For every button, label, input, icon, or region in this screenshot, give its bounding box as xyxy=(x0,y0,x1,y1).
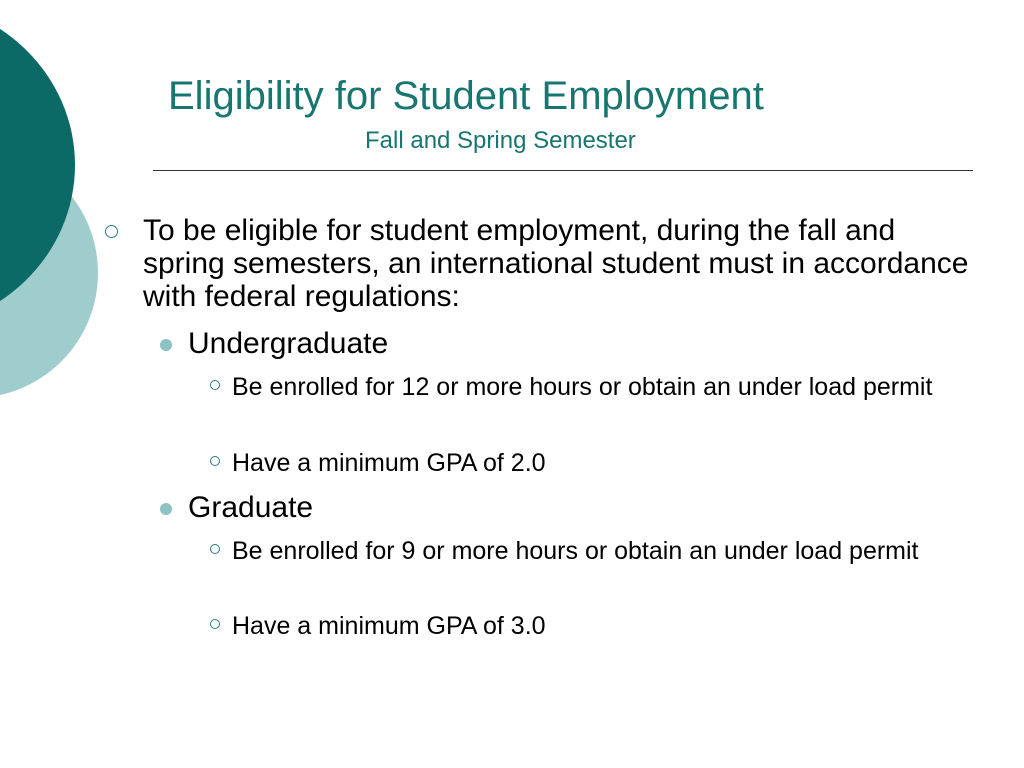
small-hollow-bullet-icon xyxy=(210,456,220,466)
filled-circle-bullet-icon xyxy=(160,503,172,515)
slide-subtitle: Fall and Spring Semester xyxy=(365,127,636,154)
group-label: Undergraduate xyxy=(188,327,389,360)
group-label: Graduate xyxy=(188,491,314,524)
list-item-text: Be enrolled for 9 or more hours or obtain an under load permit xyxy=(232,537,919,565)
small-hollow-bullet-icon xyxy=(210,619,220,629)
list-item-text: Have a minimum GPA of 2.0 xyxy=(232,449,546,477)
filled-circle-bullet-icon xyxy=(160,339,172,351)
hollow-circle-bullet-icon xyxy=(105,225,118,238)
main-bullet-text: To be eligible for student employment, during the fall and spring semesters, an international student must in accordance with federal regulations: xyxy=(143,214,969,313)
list-item-text: Be enrolled for 12 or more hours or obtain an under load permit xyxy=(232,373,933,401)
list-item-text: Have a minimum GPA of 3.0 xyxy=(232,612,546,640)
title-divider xyxy=(153,170,973,171)
small-hollow-bullet-icon xyxy=(210,544,220,554)
slide-title: Eligibility for Student Employment xyxy=(168,74,764,118)
small-hollow-bullet-icon xyxy=(210,380,220,390)
